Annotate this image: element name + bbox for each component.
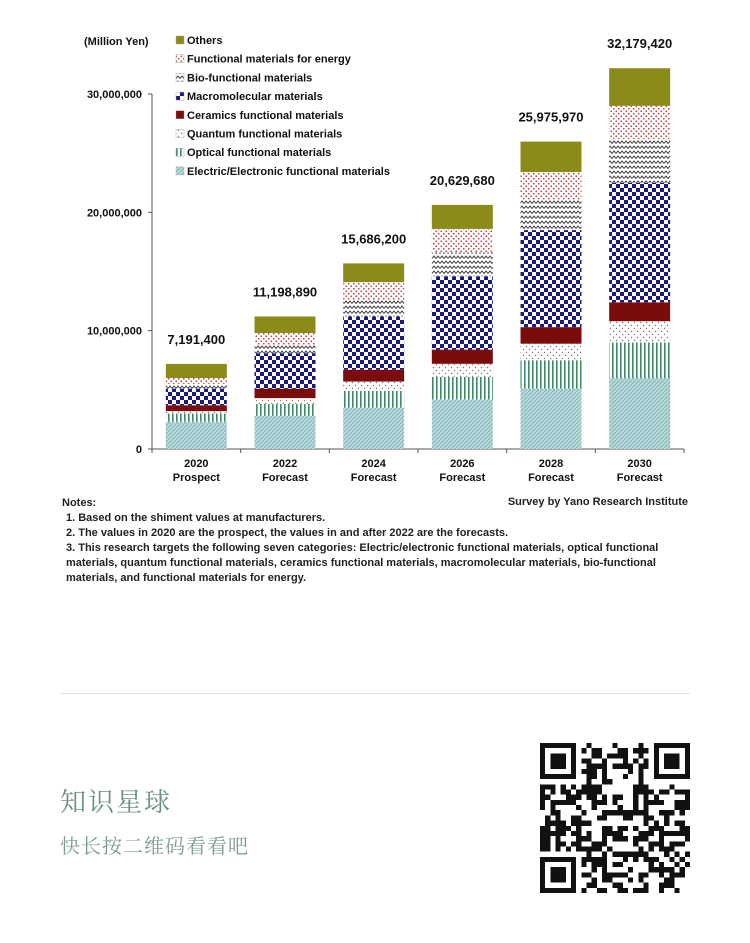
bar-segment-solid-maroon (432, 350, 493, 364)
legend-swatch (176, 111, 184, 119)
bar-segment-solid-maroon (255, 389, 316, 398)
total-label: 15,686,200 (341, 231, 407, 247)
bar-segment-vlines-green (343, 391, 404, 408)
total-label: 11,198,890 (252, 284, 318, 300)
bar-segment-dots-red (521, 172, 582, 199)
x-category-label: 2022 Forecast (262, 458, 308, 484)
bar-segment-zigzag (255, 345, 316, 353)
notes (62, 496, 692, 586)
x-category-label: 2024 Forecast (350, 458, 397, 484)
bar-segment-solid-maroon (609, 302, 670, 321)
bar-segment-dots-red (255, 333, 316, 345)
total-label: 7,191,400 (167, 331, 226, 347)
bar-segment-vlines-green (609, 343, 670, 379)
legend-label: Others (187, 35, 223, 47)
bar-segment-dots-sparse (343, 382, 404, 391)
legend-swatch (176, 73, 184, 81)
x-axis-labels (152, 449, 684, 484)
bar-segment-zigzag (166, 384, 227, 389)
note-1: 1. Based on the shiment values at manufacturers. (66, 512, 326, 524)
bar-segment-dots-sparse (255, 398, 316, 404)
bar-segment-dots-red (432, 229, 493, 253)
bar-segment-diag-teal (255, 416, 316, 449)
legend-swatch (176, 167, 184, 175)
x-category-label: 2030 Forecast (616, 458, 663, 484)
qr-code[interactable] (540, 743, 690, 893)
bar-segment-zigzag (432, 253, 493, 277)
legend-swatch (176, 36, 184, 44)
total-label: 25,975,970 (518, 109, 584, 125)
bar-segment-diag-teal (521, 389, 582, 449)
bar-segment-solid-olive (255, 316, 316, 333)
bar-segment-zigzag (521, 199, 582, 230)
bar-segment-dots-sparse (432, 364, 493, 377)
bar-segment-solid-maroon (343, 370, 404, 382)
bar-segment-solid-olive (521, 142, 582, 172)
bar-segment-vlines-green (166, 414, 227, 422)
bar-segment-checker-navy (609, 183, 670, 303)
bars (166, 68, 670, 449)
promo-subtitle: 快长按二维码看看吧 (60, 834, 249, 858)
x-category-label: 2020 Prospect (172, 458, 220, 484)
total-label: 32,179,420 (607, 36, 673, 52)
bar-segment-checker-navy (166, 389, 227, 406)
bar-segment-dots-red (166, 378, 227, 384)
bar-segment-dots-red (343, 282, 404, 300)
legend-swatch (176, 148, 184, 156)
bar-segment-solid-maroon (521, 327, 582, 344)
y-tick-label: 10,000,000 (86, 325, 142, 338)
legend (176, 35, 390, 178)
legend-swatch (176, 92, 184, 100)
source-credit: Survey by Yano Research Institute (507, 496, 688, 508)
bar-segment-checker-navy (255, 353, 316, 389)
legend-label: Quantum functional materials (187, 128, 343, 141)
bar-segment-checker-navy (521, 230, 582, 327)
bar-segment-zigzag (609, 139, 670, 183)
bar-segment-solid-olive (609, 68, 670, 106)
y-tick-label: 20,000,000 (86, 207, 142, 220)
bar-segment-diag-teal (343, 408, 404, 449)
x-category-label: 2026 Forecast (439, 458, 486, 484)
x-category-label: 2028 Forecast (528, 458, 574, 484)
bar-segment-solid-maroon (166, 405, 227, 411)
bar-segment-diag-teal (166, 422, 227, 449)
bar-segment-solid-olive (343, 263, 404, 282)
promo-title: 知识星球 (60, 788, 173, 818)
bar-segment-solid-olive (432, 205, 493, 229)
bar-segment-dots-sparse (166, 411, 227, 413)
bar-segment-checker-navy (432, 276, 493, 349)
bar-segment-dots-sparse (521, 344, 582, 361)
legend-label: Macromolecular materials (187, 91, 323, 104)
bar-segment-dots-red (609, 106, 670, 139)
legend-label: Bio-functional materials (187, 72, 313, 85)
bar-segment-vlines-green (432, 377, 493, 399)
note-2: 2. The values in 2020 are the prospect, the values in and after 2022 are the forecasts. (66, 527, 509, 539)
bar-segment-vlines-green (521, 360, 582, 388)
bar-segment-checker-navy (343, 316, 404, 369)
divider (60, 693, 690, 694)
y-tick-label: 30,000,000 (86, 89, 142, 101)
total-label: 20,629,680 (429, 172, 495, 188)
legend-label: Functional materials for energy (187, 53, 351, 66)
legend-label: Ceramics functional materials (187, 109, 344, 122)
legend-swatch (176, 55, 184, 63)
y-axis-unit-label: (Million Yen) (84, 36, 149, 48)
bar-segment-vlines-green (255, 404, 316, 416)
bar-segment-diag-teal (609, 378, 670, 449)
bar-segment-dots-sparse (609, 321, 670, 342)
notes-header: Notes: (62, 497, 97, 509)
bar-segment-zigzag (343, 300, 404, 317)
note-3: 3. This research targets the following seven categories: Electric/electronic functional materials, optical functional materials, quantum functional materials, ceramics functional materials, macromolecular materials, bio-functional materials, and functional materials for energy. (66, 542, 659, 584)
legend-label: Optical functional materials (187, 147, 332, 160)
legend-swatch (176, 130, 184, 138)
bar-segment-solid-olive (166, 364, 227, 378)
bar-segment-diag-teal (432, 399, 493, 449)
y-tick-label: 0 (135, 444, 142, 456)
legend-label: Electric/Electronic functional materials (187, 165, 390, 178)
